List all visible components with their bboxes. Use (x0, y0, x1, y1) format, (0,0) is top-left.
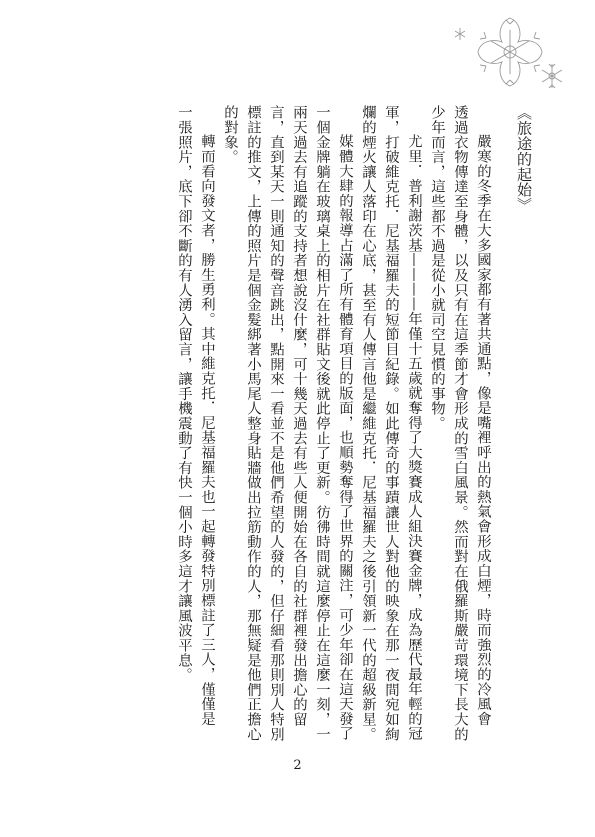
text-column: 少年而言，這些都不過是從小就司空見慣的事物。 (429, 105, 445, 431)
text-column: 透過衣物傳達至身體，以及只有在這季節才會形成的雪白風景。然而對在俄羅斯嚴苛環境下長大的 (452, 105, 468, 742)
text-column: 標註的推文，上傳的照片是個金髮綁著小馬尾人整身貼牆做出拉筋動作的人，那無疑是他們正擔心 (245, 105, 261, 742)
text-column: 兩天過去有追蹤的支持者想說沒什麼，可十幾天過去有些人便開始在各自的社群裡發出擔心的留 (291, 105, 307, 727)
page-number: 2 (293, 758, 302, 773)
chapter-title: 《旅途的起始》 (515, 105, 533, 213)
paragraph-columns (172, 105, 494, 742)
vertical-text-body (172, 105, 535, 742)
text-column: 媒體大肆的報導占滿了所有體育項目的版面，也順勢奪得了世界的關注，可少年卻在這天發了 (337, 133, 353, 741)
text-column: 嚴寒的冬季在大多國家都有著共通點，像是嘴裡呼出的熱氣會形成白煙，時而強烈的冷風會 (475, 133, 491, 726)
text-column: 言，直到某天一則通知的聲音跳出，點開來一看並不是他們希望的人發的，但仔細看那則別人特別 (268, 105, 284, 742)
text-column: 爛的煙火讓人落印在心底，甚至有人傳言他是繼維克托．尼基福羅夫之後引領新一代的超級新星。 (360, 105, 376, 742)
text-column: 的對象。 (222, 105, 238, 165)
text-column: 一個金牌躺在玻璃桌上的相片在社群貼文後就此停止了更新。彷彿時間就這麼停止在這麼一刻，一 (314, 105, 330, 742)
snowflake-ornament-icon (440, 4, 580, 104)
text-column: 尤里．普利謝茨基————年僅十五歲就奪得了大獎賽成人組決賽金牌，成為歷代最年輕的冠 (406, 133, 422, 741)
text-column: 一張照片，底下卻不斷的有人湧入留言，讓手機震動了有快一個小時多這才讓風波平息。 (176, 105, 192, 683)
text-column: 軍，打破維克托．尼基福羅夫的短節目紀錄。如此傳奇的事蹟讓世人對他的映象在那一夜間宛如絢 (383, 105, 399, 742)
text-column: 轉而看向發文者，勝生勇利。其中維克托．尼基福羅夫也一起轉發特別標註了三人，僅僅是 (199, 133, 215, 726)
